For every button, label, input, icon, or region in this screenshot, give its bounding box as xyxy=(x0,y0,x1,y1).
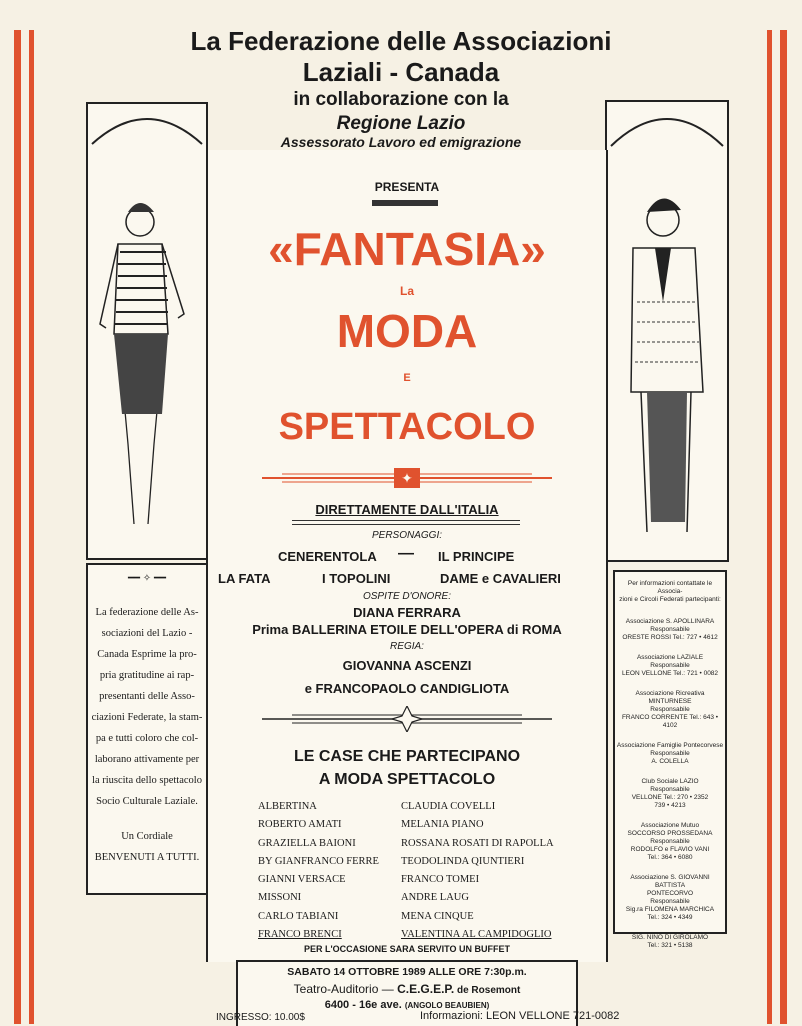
dash: — xyxy=(398,545,414,562)
man-fashion-illustration xyxy=(607,102,727,560)
left-panel-line: Canada Esprime la pro- xyxy=(97,649,197,660)
title-la: La xyxy=(399,284,414,298)
association-entry xyxy=(615,742,725,766)
assoc-role: Responsabile xyxy=(650,750,690,757)
title-divider-ornament xyxy=(262,468,552,488)
house-item: VALENTINA AL CAMPIDOGLIO xyxy=(401,929,552,941)
assoc-contact: Tel.: 324 • 4349 xyxy=(647,914,693,921)
houses-left-column xyxy=(258,798,379,944)
title-spettacolo: SPETTACOLO xyxy=(278,406,536,448)
right-text-frame xyxy=(613,570,727,949)
association-entry xyxy=(615,778,725,810)
prima-ballerina: Prima BALLERINA ETOILE DELL'OPERA di ROMA xyxy=(252,622,562,637)
assoc-contact: FRANCO CORRENTE Tel.: 643 • 4102 xyxy=(621,714,719,729)
house-item: GIANNI VERSACE xyxy=(258,874,346,886)
assoc-contact: ORESTE ROSSI Tel.: 727 • 4612 xyxy=(622,634,718,641)
left-panel-line: Socio Culturale Laziale. xyxy=(96,796,198,807)
assoc-name: Associazione LAZIALE xyxy=(636,654,704,661)
left-illustration-frame xyxy=(86,102,208,560)
assoc-name: Associazione S. APOLLINARA xyxy=(625,618,715,625)
dame-cavalieri: DAME e CAVALIERI xyxy=(440,571,561,586)
assoc-name: PONTECORVO xyxy=(646,890,694,897)
presenta-ornament xyxy=(372,200,438,206)
right-illustration-frame xyxy=(605,100,729,562)
assoc-name: Club Sociale LAZIO xyxy=(641,778,699,785)
i-topolini: I TOPOLINI xyxy=(322,571,391,586)
houses-title-1: LE CASE CHE PARTECIPANO xyxy=(293,748,521,765)
assoc-role: Responsabile xyxy=(650,838,690,845)
house-item: ANDRE LAUG xyxy=(401,892,469,904)
assoc-name: SOCCORSO PROSSEDANA xyxy=(627,830,713,837)
left-text-frame xyxy=(86,563,208,895)
house-item: TEODOLINDA QIUNTIERI xyxy=(401,855,525,867)
ingresso-price: INGRESSO: 10.00$ xyxy=(216,1012,305,1023)
header-line-2: Laziali - Canada xyxy=(302,57,500,87)
right-inner-stripe xyxy=(767,30,772,1024)
association-entry xyxy=(615,822,725,862)
info-contact: Informazioni: LEON VELLONE 721-0082 xyxy=(420,1010,620,1022)
buffet-notice: PER L'OCCASIONE SARA SERVITO UN BUFFET xyxy=(304,944,510,954)
left-panel-line: ciazioni Federate, la stam- xyxy=(91,712,203,723)
assoc-contact: A. COLELLA xyxy=(651,758,689,765)
right-outer-stripe xyxy=(780,30,787,1024)
address-note: (ANGOLO BEAUBIEN) xyxy=(404,1001,490,1010)
event-venue xyxy=(236,982,578,996)
house-item: ALBERTINA xyxy=(258,801,317,812)
assoc-name: Associazione Mutuo xyxy=(640,822,700,829)
left-panel-line: pa e tutti coloro che col- xyxy=(95,733,199,744)
house-item: MELANIA PIANO xyxy=(401,819,484,831)
association-entry xyxy=(615,874,725,922)
association-entry xyxy=(615,690,725,730)
la-fata: LA FATA xyxy=(218,571,271,586)
title-e: E xyxy=(403,372,411,384)
houses-title-2: A MODA SPETTACOLO xyxy=(318,771,496,788)
left-panel-line: laborano attivamente per xyxy=(94,754,200,765)
giovanna-ascenzi: GIOVANNA ASCENZI xyxy=(342,658,472,673)
header-line-1: La Federazione delle Associazioni xyxy=(190,26,612,56)
assoc-role: Responsabile xyxy=(650,898,690,905)
house-item: FRANCO TOMEI xyxy=(401,874,480,886)
program-divider-ornament xyxy=(262,706,552,732)
assoc-role: Responsabile xyxy=(650,706,690,713)
personaggi-label: PERSONAGGI: xyxy=(371,530,442,541)
title-fantasia: «FANTASIA» xyxy=(268,223,546,275)
address-street: 6400 - 16e ave. xyxy=(324,999,402,1011)
houses-right-column xyxy=(401,798,554,944)
left-panel-line: pria gratitudine ai rap- xyxy=(99,670,195,681)
woman-fashion-illustration xyxy=(88,104,206,558)
right-intro-line: Per informazioni contattate le Associa- xyxy=(627,580,713,595)
association-entry xyxy=(615,654,725,678)
assoc-role: Responsabile xyxy=(650,626,690,633)
house-item: MISSONI xyxy=(258,892,302,904)
right-intro-line: zioni e Circoli Federati partecipanti: xyxy=(619,596,721,603)
association-entry xyxy=(615,934,725,950)
house-item: CARLO TABIANI xyxy=(258,910,339,922)
assoc-contact: 739 • 4213 xyxy=(654,802,686,809)
left-panel-line: la riuscita dello spettacolo xyxy=(92,775,202,786)
house-item: BY GIANFRANCO FERRE xyxy=(258,855,379,867)
assoc-contact: LEON VELLONE Tel.: 721 • 0082 xyxy=(621,670,719,677)
house-item: MENA CINQUE xyxy=(401,910,474,922)
event-date: SABATO 14 OTTOBRE 1989 ALLE ORE 7:30p.m. xyxy=(287,966,527,978)
francopaolo-candigliota: e FRANCOPAOLO CANDIGLIOTA xyxy=(304,681,510,696)
left-panel-line: presentanti delle Asso- xyxy=(99,691,195,702)
left-outer-stripe xyxy=(14,30,21,1024)
house-item: FRANCO BRENCI xyxy=(258,929,342,941)
house-item: CLAUDIA COVELLI xyxy=(401,801,496,812)
left-inner-stripe xyxy=(29,30,34,1024)
assoc-contact: Sig.ra FILOMENA MARCHICA xyxy=(625,906,715,913)
left-panel-line: La federazione delle As- xyxy=(95,607,199,618)
house-item: ROSSANA ROSATI DI RAPOLLA xyxy=(401,837,554,849)
association-entry xyxy=(615,618,725,642)
header-line-4: Regione Lazio xyxy=(336,113,466,134)
venue-suffix: de Rosemont xyxy=(454,985,521,996)
house-item: ROBERTO AMATI xyxy=(258,819,342,831)
svg-text:✦: ✦ xyxy=(401,471,413,487)
venue-name: C.E.G.E.P. xyxy=(397,982,455,996)
direct-from-italy: DIRETTAMENTE DALL'ITALIA xyxy=(315,502,499,517)
assoc-role: Responsabile xyxy=(650,786,690,793)
left-panel-ornament: ━━ ✧ ━━ xyxy=(127,573,167,584)
header-line-5: Assessorato Lavoro ed emigrazione xyxy=(280,134,522,150)
presenta-label: PRESENTA xyxy=(374,180,440,194)
assoc-name: Associazione S. GIOVANNI BATTISTA xyxy=(630,874,710,889)
venue-prefix: Teatro-Auditorio — xyxy=(293,982,398,996)
right-panel-intro xyxy=(615,580,725,604)
assoc-name: SIG. NINO DI GIROLAMO xyxy=(631,934,709,941)
left-panel-message xyxy=(88,602,206,868)
cenerentola: CENERENTOLA xyxy=(278,549,377,564)
assoc-contact: Tel.: 321 • 5138 xyxy=(647,942,693,949)
ospite-label: OSPITE D'ONORE: xyxy=(362,591,452,602)
assoc-name: Associazione Ricreativa MINTURNESE xyxy=(635,690,705,705)
direct-ornament xyxy=(292,520,520,525)
diana-ferrara: DIANA FERRARA xyxy=(353,605,461,620)
left-panel-line: sociazioni del Lazio - xyxy=(101,628,193,639)
left-panel-line: Un Cordiale xyxy=(121,831,173,842)
header-line-3: in collaborazione con la xyxy=(293,89,509,110)
assoc-role: Responsabile xyxy=(650,662,690,669)
assoc-contact: RODOLFO e FLAVIO VANI xyxy=(630,846,710,853)
title-moda: MODA xyxy=(336,305,478,357)
assoc-name: Associazione Famiglie Pontecorvese xyxy=(616,742,724,749)
left-panel-line: BENVENUTI A TUTTI. xyxy=(94,852,200,863)
il-principe: IL PRINCIPE xyxy=(438,549,515,564)
assoc-contact: Tel.: 364 • 6080 xyxy=(647,854,693,861)
regia-label: REGIA: xyxy=(390,641,424,652)
house-item: GRAZIELLA BAIONI xyxy=(258,837,356,849)
assoc-contact: VELLONE Tel.: 270 • 2352 xyxy=(631,794,709,801)
